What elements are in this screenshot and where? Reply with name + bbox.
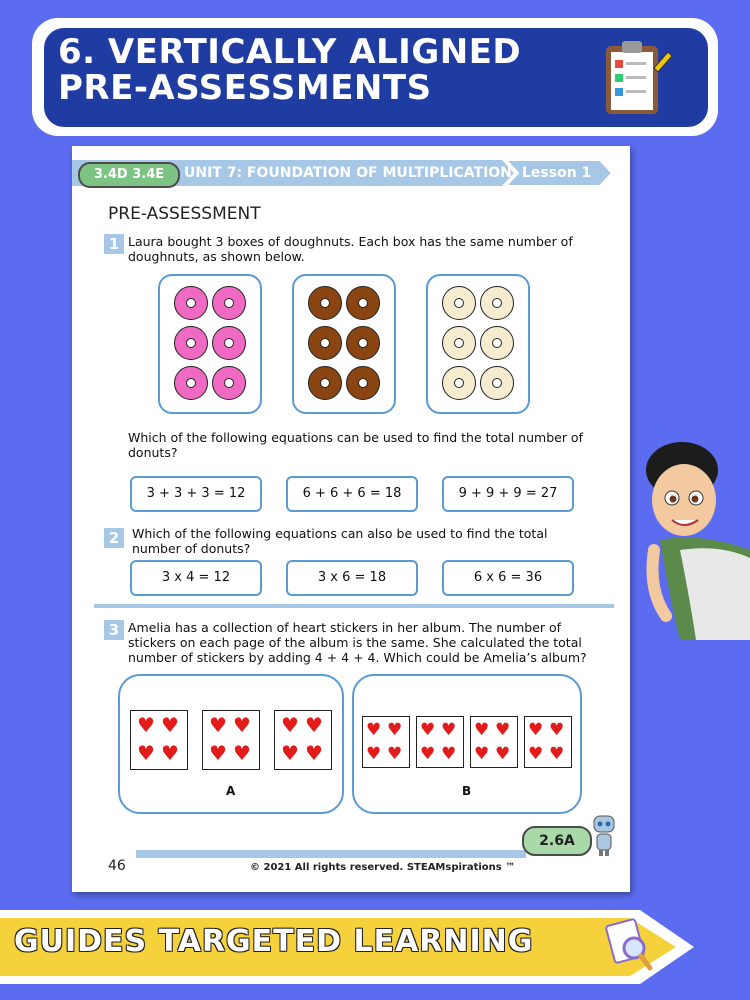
sticker-page (202, 710, 260, 770)
question-1-line1: Laura bought 3 boxes of doughnuts. Each box has the same number of (128, 234, 573, 249)
heart-sticker: ♥ (495, 744, 511, 764)
sticker-page (274, 710, 332, 770)
standards-badge: 3.4D 3.4E (78, 162, 180, 188)
heart-sticker: ♥ (161, 741, 179, 765)
header-title (58, 34, 598, 106)
clipboard-checklist-icon (602, 38, 674, 118)
question-1-prompt (128, 430, 608, 460)
heart-sticker: ♥ (387, 720, 403, 740)
unit-title: UNIT 7: FOUNDATION OF MULTIPLICATION (184, 165, 512, 181)
heart-sticker: ♥ (305, 713, 323, 737)
donut-vanilla (442, 366, 476, 400)
donut-vanilla (442, 326, 476, 360)
worksheet-page (72, 146, 630, 892)
heart-sticker: ♥ (420, 744, 436, 764)
heart-sticker: ♥ (549, 744, 565, 764)
donut-chocolate (308, 326, 342, 360)
robot-mascot-icon (588, 812, 620, 858)
cartoon-boy-illustration (640, 440, 750, 640)
question-1-line2: doughnuts, as shown below. (128, 249, 305, 264)
donut-chocolate (308, 366, 342, 400)
question-3-number: 3 (104, 620, 124, 640)
heart-sticker: ♥ (474, 720, 490, 740)
donut-chocolate (346, 286, 380, 320)
donut-chocolate (346, 366, 380, 400)
q1-choice-1[interactable]: 3 + 3 + 3 = 12 (130, 476, 262, 512)
question-1-prompt-line1: Which of the following equations can be used to find the total number of (128, 430, 583, 445)
sticker-page (362, 716, 410, 768)
sticker-page (470, 716, 518, 768)
footer-bar (136, 850, 526, 858)
q1-choice-2[interactable]: 6 + 6 + 6 = 18 (286, 476, 418, 512)
q2-choice-3[interactable]: 6 x 6 = 36 (442, 560, 574, 596)
donut-chocolate (308, 286, 342, 320)
question-3-line1: Amelia has a collection of heart stickers in her album. The number of (128, 620, 562, 635)
album-b-label: B (462, 784, 472, 798)
pre-assessment-heading: PRE-ASSESSMENT (108, 204, 261, 224)
heart-sticker: ♥ (441, 720, 457, 740)
heart-sticker: ♥ (474, 744, 490, 764)
question-1-text (128, 234, 608, 264)
header-title-line1: 6. VERTICALLY ALIGNED (58, 32, 522, 72)
heart-sticker: ♥ (549, 720, 565, 740)
header-title-line2: PRE-ASSESSMENTS (58, 68, 432, 108)
magnifier-paper-icon (604, 918, 656, 974)
donut-box-chocolate (292, 274, 396, 414)
heart-sticker: ♥ (209, 741, 227, 765)
donut-chocolate (346, 326, 380, 360)
heart-sticker: ♥ (281, 713, 299, 737)
question-3-line3: number of stickers by adding 4 + 4 + 4. Which could be Amelia’s album? (128, 650, 587, 665)
standard-tag: 2.6A (522, 826, 592, 856)
heart-sticker: ♥ (161, 713, 179, 737)
donut-box-pink (158, 274, 262, 414)
album-option-a[interactable] (118, 674, 344, 814)
heart-sticker: ♥ (233, 713, 251, 737)
question-2-line1: Which of the following equations can also be used to find the total (132, 526, 548, 541)
donut-vanilla (480, 326, 514, 360)
question-2-line2: number of donuts? (132, 541, 251, 556)
q2-choice-2[interactable]: 3 x 6 = 18 (286, 560, 418, 596)
heart-sticker: ♥ (441, 744, 457, 764)
donut-vanilla (480, 286, 514, 320)
question-1-number: 1 (104, 234, 124, 254)
donut-pink (212, 326, 246, 360)
question-3-line2: stickers on each page of the album is the same. She calculated the total (128, 635, 582, 650)
donut-pink (174, 286, 208, 320)
heart-sticker: ♥ (137, 741, 155, 765)
heart-sticker: ♥ (305, 741, 323, 765)
heart-sticker: ♥ (528, 720, 544, 740)
lesson-label: Lesson 1 (522, 165, 592, 181)
donut-box-vanilla (426, 274, 530, 414)
album-option-b[interactable] (352, 674, 582, 814)
copyright-text: © 2021 All rights reserved. STEAMspirations ™ (250, 862, 516, 873)
question-1-prompt-line2: donuts? (128, 445, 178, 460)
donut-pink (174, 366, 208, 400)
heart-sticker: ♥ (209, 713, 227, 737)
donut-vanilla (480, 366, 514, 400)
heart-sticker: ♥ (495, 720, 511, 740)
heart-sticker: ♥ (366, 744, 382, 764)
heart-sticker: ♥ (528, 744, 544, 764)
section-divider (94, 604, 614, 608)
question-3-text (128, 620, 618, 665)
sticker-page (416, 716, 464, 768)
heart-sticker: ♥ (137, 713, 155, 737)
heart-sticker: ♥ (233, 741, 251, 765)
donut-vanilla (442, 286, 476, 320)
bottom-banner-text: GUIDES TARGETED LEARNING (14, 924, 534, 959)
heart-sticker: ♥ (366, 720, 382, 740)
q1-choice-3[interactable]: 9 + 9 + 9 = 27 (442, 476, 574, 512)
heart-sticker: ♥ (281, 741, 299, 765)
donut-pink (212, 366, 246, 400)
album-a-label: A (226, 784, 236, 798)
donut-pink (174, 326, 208, 360)
question-2-text (132, 526, 602, 556)
page-number: 46 (108, 858, 126, 874)
donut-pink (212, 286, 246, 320)
question-2-number: 2 (104, 528, 124, 548)
sticker-page (130, 710, 188, 770)
heart-sticker: ♥ (420, 720, 436, 740)
sticker-page (524, 716, 572, 768)
q2-choice-1[interactable]: 3 x 4 = 12 (130, 560, 262, 596)
heart-sticker: ♥ (387, 744, 403, 764)
